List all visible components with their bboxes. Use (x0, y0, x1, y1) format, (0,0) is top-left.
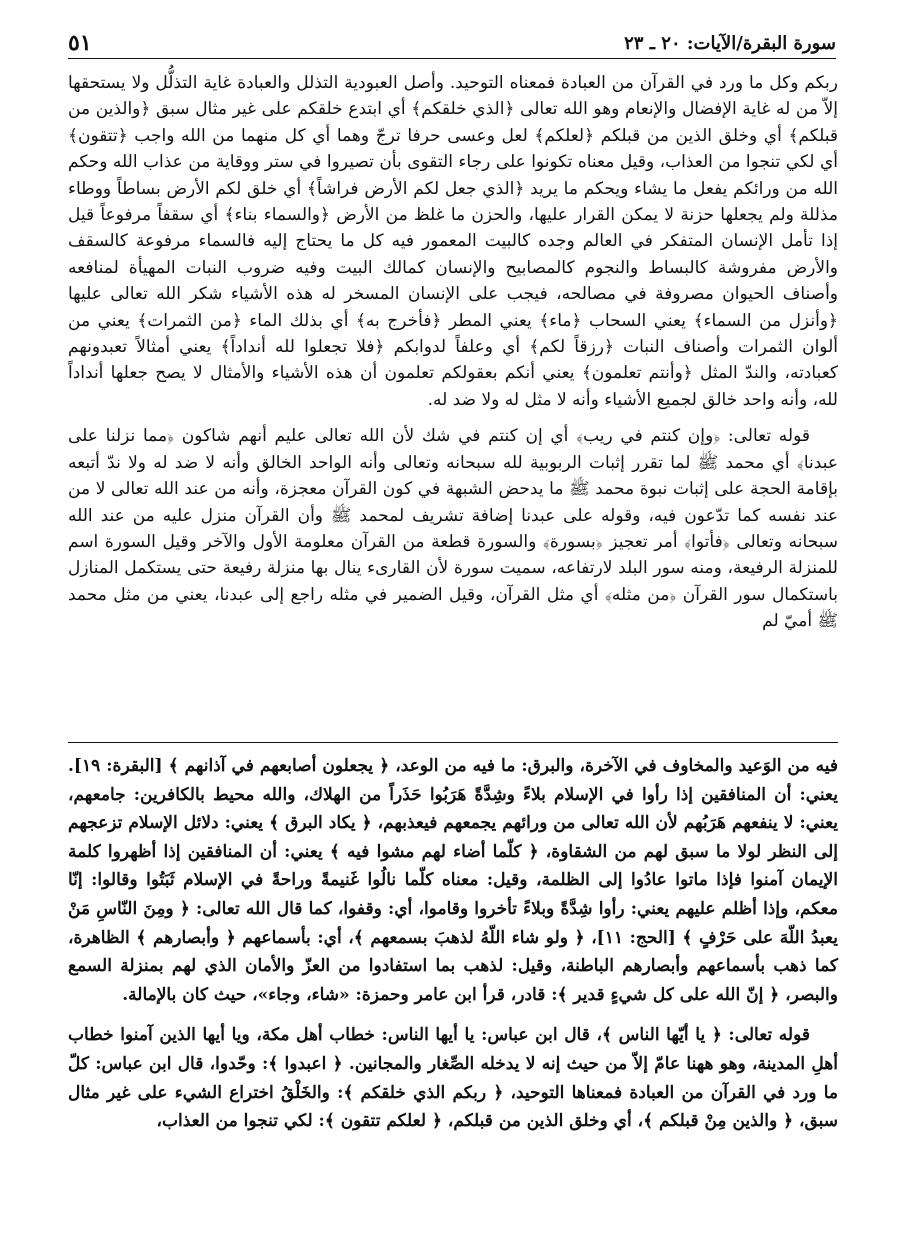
page-number: ٥١ (68, 30, 92, 56)
commentary-paragraph: قوله تعالى: ﴿وإن كنتم في ريب﴾ أي إن كنتم في شك لأن الله تعالى عليم أنهم شاكون ﴿مما نزلنا على عبدنا﴾ أي محمد ﷺ لما تقرر إثبات الربوبية لله سبحانه وتعالى وأنه الواحد الخالق وأنه لا ضد له ولا ندّ أتبعه بإقامة الحجة على إثبات نبوة محمد ﷺ ما يدحض الشبهة في كون القرآن معجزة، وأنه من عند الله تعالى لا من عند نفسه كما تدّعون فيه، وقوله على عبدنا إضافة تشريف لمحمد ﷺ وأن القرآن منزل عليه من عند الله سبحانه وتعالى ﴿فأتوا﴾ أمر تعجيز ﴿بسورة﴾ والسورة قطعة من القرآن معلومة الأول والآخر وقيل السورة اسم للمنزلة الرفيعة، ومنه سور البلد لارتفاعه، سميت سورة لأن القارىء ينال بها منزلة رفيعة حتى يستكمل المنازل باستكمال سور القرآن ﴿من مثله﴾ أي مثل القرآن، وقيل الضمير في مثله راجع إلى عبدنا، يعني من مثل محمد ﷺ أميّ لم (68, 426, 838, 632)
footnote-paragraph: فيه من الوَعيد والمخاوف في الآخرة، والبرق: ما فيه من الوعد، ﴿ يجعلون أصابعهم في آذانهم ﴾ [البقرة: ١٩]. يعني: أن المنافقين إذا رأوا في الإسلام بلاءً وشِدَّةً هَرَبُوا حَذَراً من الهلاك، والله محيط بالكافرين: جامعهم، يعني: لا ينفعهم هَرَبُهم لأن الله تعالى من ورائهم يجمعهم فيعذبهم، ﴿ يكاد البرق ﴾ يعني: دلائل الإسلام تزعجهم إلى النظر لولا ما سبق لهم من الشقاوة، ﴿ كلّما أضاء لهم مشوا فيه ﴾ يعني: أن المنافقين إذا أظهروا كلمة الإيمان آمنوا فإذا ماتوا عادُوا إلى الظلمة، وقيل: معناه كلّما نالُوا غَنيمةً وراحةً في الإسلام ثَبَتُوا وقالوا: إنّا معكم، وإذا أظلم عليهم يعني: رأوا شِدَّةً وبلاءً تأخروا وقاموا، أي: وقفوا، كما قال الله تعالى: ﴿ ومِنَ النّاسِ مَنْ يعبدُ اللّهَ على حَرْفٍ ﴾ [الحج: ١١]، ﴿ ولو شاء اللّهُ لذهبَ بسمعهم ﴾، أي: بأسماعهم ﴿ وأبصارهم ﴾ الظاهرة، كما ذهب بأسماعهم وأبصارهم الباطنة، وقيل: لذهب بما استفادوا من العزّ والأمان الذي لهم بمنزلة السمع والبصر، ﴿ إنّ الله على كل شيءٍ قدير ﴾: قادر، قرأ ابن عامر وحمزة: «شاء، وجاء»، حيث كان بالإمالة. (68, 756, 838, 1005)
main-commentary (68, 70, 838, 635)
running-title: سورة البقرة/الآيات: ٢٠ ـ ٢٣ (624, 33, 836, 54)
page-header (68, 22, 836, 59)
commentary-paragraph: ربكم وكل ما ورد في القرآن من العبادة فمعناه التوحيد. وأصل العبودية التذلل والعبادة غاية التذلُّل ولا يستحقها إلاّ من له غاية الإفضال والإنعام وهو الله تعالى ﴿الذي خلقكم﴾ أي ابتدع خلقكم على غير مثال سبق ﴿والذين من قبلكم﴾ أي وخلق الذين من قبلكم ﴿لعلكم﴾ لعل وعسى حرفا ترجّ وهما أي كل منهما من الله واجب ﴿تتقون﴾ أي لكي تنجوا من العذاب، وقيل معناه تكونوا على رجاء التقوى بأن تصيروا في ستر ووقاية من عذاب الله وحكم الله من ورائكم يفعل ما يشاء ويحكم ما يريد ﴿الذي جعل لكم الأرض فراشاً﴾ أي خلق لكم الأرض بساطاً ووطاء مذللة ولم يجعلها حزنة لا يمكن القرار عليها، والحزن ما غلظ من الأرض ﴿والسماء بناء﴾ أي سقفاً مرفوعاً قيل إذا تأمل الإنسان المتفكر في العالم وجده كالبيت المعمور فيه كل ما يحتاج إليه فالسماء مرفوعة كالسقف والأرض مفروشة كالبساط والنجوم كالمصابيح والإنسان كمالك البيت وفيه ضروب النبات المهيأة لمنافعه وأصناف الحيوان مصروفة في مصالحه، فيجب على الإنسان المسخر له هذه الأشياء شكر الله تعالى عليها ﴿وأنزل من السماء﴾ يعني السحاب ﴿ماء﴾ يعني المطر ﴿فأخرج به﴾ أي بذلك الماء ﴿من الثمرات﴾ يعني من ألوان الثمرات وأصناف النبات ﴿رزقاً لكم﴾ أي وعلفاً لدوابكم ﴿فلا تجعلوا لله أنداداً﴾ يعني أمثالاً تعبدونهم كعبادته، والندّ المثل ﴿وأنتم تعلمون﴾ يعني أنكم بعقولكم تعلمون أن هذه الأشياء والأمثال لا يصح جعلها أنداداً لله، وأنه واحد خالق لجميع الأشياء وأنه لا مثل له ولا ضد له. (68, 73, 838, 410)
footnote-paragraph: قوله تعالى: ﴿ يا أيّها الناس ﴾، قال ابن عباس: يا أيها الناس: خطاب أهل مكة، ويا أيها الذين آمنوا خطاب أهلِ المدينة، وهو ههنا عامّ إلاّ من حيث إنه لا يدخله الصِّغار والمجانين. ﴿ اعبدوا ﴾: وحّدوا، قال ابن عباس: كلّ ما ورد في القرآن من العبادة فمعناها التوحيد، ﴿ ربكم الذي خلقكم ﴾: والخَلْقُ اختراع الشيء على غير مثال سبق، ﴿ والذين مِنْ قبلكم ﴾، أي وخلق الذين من قبلكم، ﴿ لعلكم تتقون ﴾: لكي تنجوا من العذاب، (68, 1025, 838, 1132)
footnote-commentary (68, 752, 838, 1136)
footnote-divider (68, 742, 838, 743)
